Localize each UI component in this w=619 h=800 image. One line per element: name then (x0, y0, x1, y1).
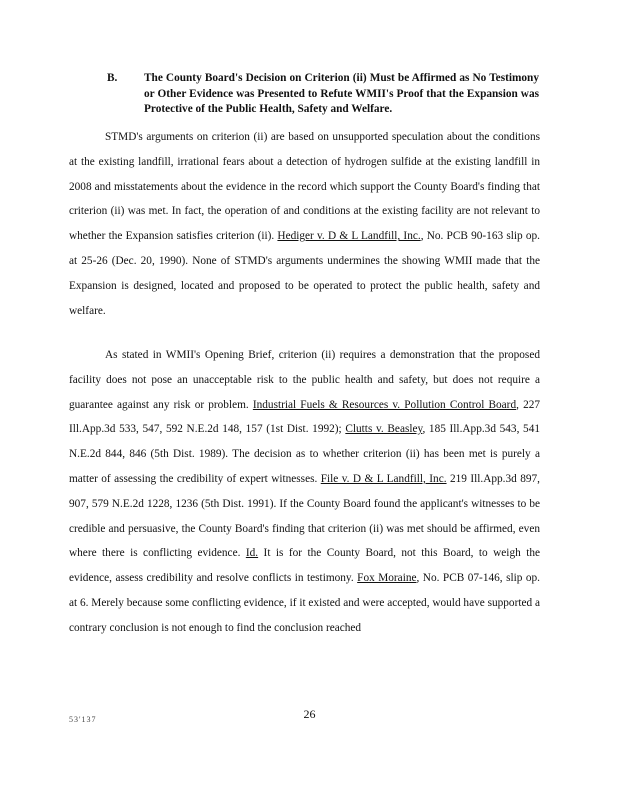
paragraph-text: , 185 Ill.App.3d 543, 541 N.E.2d 844, 846 (5th Dist. 1989). The decision as to whether criterion (ii) has been met is purely a matter of assessing the credibility of expert witnesses. (69, 423, 540, 485)
paragraph-text: , 227 Ill.App.3d 533, 547, 592 N.E.2d 148, 157 (1st Dist. 1992); (69, 398, 541, 436)
case-citation: Clutts v. Beasley (345, 423, 423, 436)
page-number: 26 (303, 707, 316, 721)
paragraph-text: , No. PCB 90-163 slip op. at 25-26 (Dec. 20, 1990). None of STMD's arguments undermines the showing WMII made that the Expansion is designed, located and proposed to be operated to protect the public health, safety and welfare. (69, 230, 540, 317)
paragraph-text: , No. PCB 07-146, slip op. at 6. Merely because some conflicting evidence, if it existed and were accepted, would have supported a contrary conclusion is not enough to find the conclusion reached (69, 572, 540, 634)
paragraph-text: It is for the County Board, not this Board, to weigh the evidence, assess credibility and resolve conflicts in testimony. (69, 547, 540, 585)
case-citation: Hediger v. D & L Landfill, Inc. (277, 230, 421, 243)
section-letter: B. (107, 72, 118, 84)
case-citation: File v. D & L Landfill, Inc. (320, 472, 447, 485)
body-paragraph-1 (69, 125, 540, 323)
paragraph-text: 219 Ill.App.3d 897, 907, 579 N.E.2d 1228, 1236 (5th Dist. 1991). If the County Board found the applicant's witnesses to be credible and persuasive, the County Board's finding that criterion (ii) was met should be affirmed, even where there is conflicting evidence. (69, 472, 540, 560)
paragraph-text: As stated in WMII's Opening Brief, criterion (ii) requires a demonstration that the proposed facility does not pose an unacceptable risk to the public health and safety, but does not require a guarantee against any risk or problem. (69, 349, 540, 411)
section-title: The County Board's Decision on Criterion (ii) Must be Affirmed as No Testimony or Other Evidence was Presented to Refute WMII's Proof that the Expansion was Protective of the Public Health, Safety and Welfare. (144, 72, 539, 115)
case-citation: Fox Moraine (357, 572, 417, 585)
body-paragraph-2 (69, 343, 540, 641)
paragraph-text: STMD's arguments on criterion (ii) are based on unsupported speculation about the conditions at the existing landfill, irrational fears about a detection of hydrogen sulfide at the existing landfill in 2008 and misstatements about the evidence in the record which support the County Board's finding that criterion (ii) was met. In fact, the operation of and conditions at the existing facility are not relevant to whether the Expansion satisfies criterion (ii). (69, 131, 540, 243)
case-citation: Id. (245, 547, 259, 560)
section-heading (107, 71, 539, 118)
document-code: 53'137 (69, 715, 97, 724)
case-citation: Industrial Fuels & Resources v. Pollution Control Board (252, 398, 517, 411)
